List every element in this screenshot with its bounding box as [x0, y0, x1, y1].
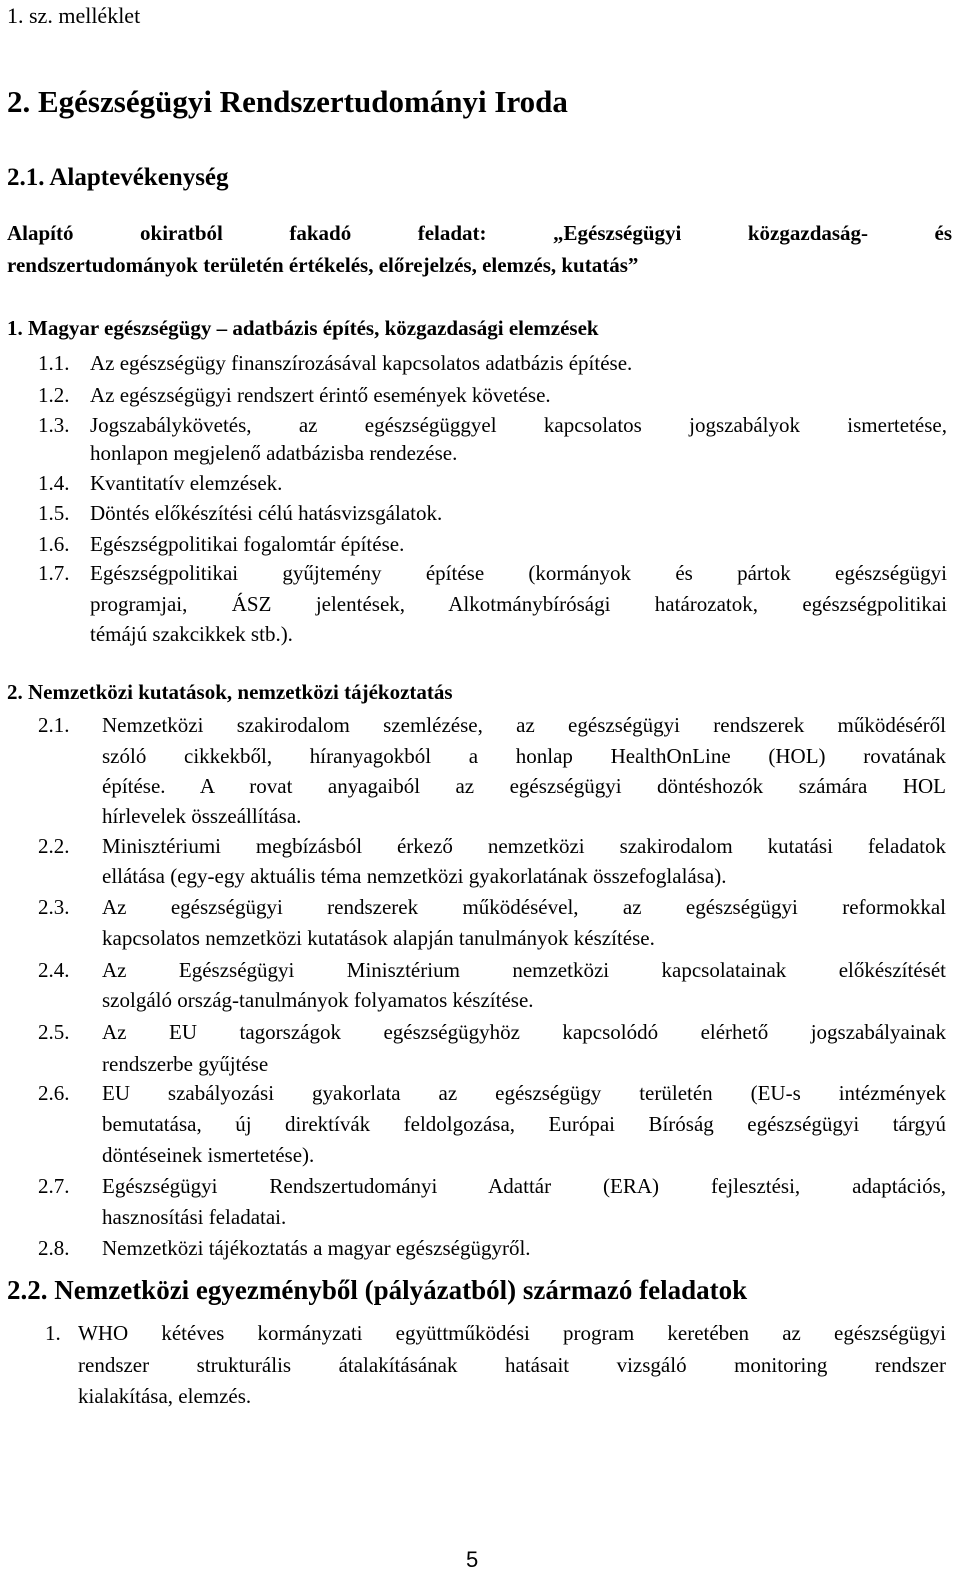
list-item-number: 2.1.: [38, 713, 70, 737]
list-item-line: szóló cikkekből, híranyagokból a honlap HealthOnLine (HOL) rovatának: [102, 744, 946, 768]
list-item-number: 1.1.: [38, 351, 70, 375]
list-item-number: 2.3.: [38, 895, 70, 919]
intro-word: „Egészségügyi: [553, 221, 682, 245]
list-item-line: programjai, ÁSZ jelentések, Alkotmánybírósági határozatok, egészségpolitikai: [90, 592, 947, 616]
list-item-number: 2.6.: [38, 1081, 70, 1105]
intro-word: fakadó: [289, 221, 352, 245]
list-item-line: Nemzetközi szakirodalom szemlézése, az egészségügyi rendszerek működéséről: [102, 713, 946, 737]
intro-word: Alapító: [7, 221, 74, 245]
list-item-number: 1.: [45, 1321, 61, 1345]
list-item-line: kialakítása, elemzés.: [78, 1384, 252, 1408]
annex-label: 1. sz. melléklet: [7, 3, 141, 28]
list-item-number: 1.3.: [38, 413, 70, 437]
page-number: 5: [466, 1547, 479, 1572]
list-item-line: Az egészségügyi rendszert érintő események követése.: [90, 383, 551, 407]
intro-line-1: [7, 223, 952, 244]
section-3-heading: 2.2. Nemzetközi egyezményből (pályázatból) származó feladatok: [7, 1275, 748, 1305]
list-item-number: 1.7.: [38, 561, 70, 585]
section-1-heading: 1. Magyar egészségügy – adatbázis építés, közgazdasági elemzések: [7, 316, 599, 340]
intro-word: és: [934, 221, 953, 245]
list-item-line: hírlevelek összeállítása.: [102, 804, 302, 828]
list-item-number: 2.5.: [38, 1020, 70, 1044]
list-item-line: WHO kétéves kormányzati együttműködési program keretében az egészségügyi: [78, 1321, 946, 1345]
list-item-number: 1.4.: [38, 471, 70, 495]
list-item-line: Nemzetközi tájékoztatás a magyar egészségügyről.: [102, 1236, 531, 1260]
list-item-line: bemutatása, új direktívák feldolgozása, Európai Bíróság egészségügyi tárgyú: [102, 1112, 946, 1136]
list-item-line: rendszerbe gyűjtése: [102, 1052, 269, 1076]
list-item-number: 2.4.: [38, 958, 70, 982]
list-item-line: építése. A rovat anyagaiból az egészségügyi döntéshozók számára HOL: [102, 774, 946, 798]
list-item-line: Egészségügyi Rendszertudományi Adattár (ERA) fejlesztési, adaptációs,: [102, 1174, 946, 1198]
list-item-line: Az EU tagországok egészségügyhöz kapcsolódó elérhető jogszabályainak: [102, 1020, 946, 1044]
list-item-line: szolgáló ország-tanulmányok folyamatos készítése.: [102, 988, 534, 1012]
list-item-line: Minisztériumi megbízásból érkező nemzetközi szakirodalom kutatási feladatok: [102, 834, 946, 858]
list-item-line: Kvantitatív elemzések.: [90, 471, 283, 495]
list-item-number: 1.6.: [38, 532, 70, 556]
intro-word: közgazdaság-: [747, 221, 869, 245]
list-item-number: 1.2.: [38, 383, 70, 407]
list-item-line: döntéseinek ismertetése).: [102, 1143, 315, 1167]
list-item-line: hasznosítási feladatai.: [102, 1205, 287, 1229]
list-item-line: Egészségpolitikai gyűjtemény építése (kormányok és pártok egészségügyi: [90, 561, 947, 585]
list-item-number: 2.7.: [38, 1174, 70, 1198]
page-title: 2. Egészségügyi Rendszertudományi Iroda: [7, 84, 568, 119]
intro-line-2: rendszertudományok területén értékelés, előrejelzés, elemzés, kutatás”: [7, 253, 639, 277]
section-2-heading: 2. Nemzetközi kutatások, nemzetközi tájékoztatás: [7, 680, 453, 704]
list-item-line: EU szabályozási gyakorlata az egészségügy területén (EU-s intézmények: [102, 1081, 946, 1105]
list-item-line: Az egészségügy finanszírozásával kapcsolatos adatbázis építése.: [90, 351, 633, 375]
list-item-line: kapcsolatos nemzetközi kutatások alapján tanulmányok készítése.: [102, 926, 655, 950]
list-item-number: 2.2.: [38, 834, 70, 858]
list-item-line: Az egészségügyi rendszerek működésével, az egészségügyi reformokkal: [102, 895, 946, 919]
list-item-line: rendszer strukturális átalakításának hatásait vizsgáló monitoring rendszer: [78, 1353, 946, 1377]
list-item-line: Az Egészségügyi Minisztérium nemzetközi kapcsolatainak előkészítését: [102, 958, 946, 982]
intro-word: okiratból: [140, 221, 223, 245]
list-item-line: Egészségpolitikai fogalomtár építése.: [90, 532, 405, 556]
list-item-line: Jogszabálykövetés, az egészségüggyel kapcsolatos jogszabályok ismertetése,: [90, 413, 947, 437]
list-item-number: 1.5.: [38, 501, 70, 525]
list-item-line: témájú szakcikkek stb.).: [90, 622, 293, 646]
intro-word: feladat:: [417, 221, 487, 245]
section-subtitle: 2.1. Alaptevékenység: [7, 164, 229, 191]
list-item-line: honlapon megjelenő adatbázisba rendezése.: [90, 441, 458, 465]
list-item-line: ellátása (egy-egy aktuális téma nemzetközi gyakorlatának összefoglalása).: [102, 864, 727, 888]
list-item-number: 2.8.: [38, 1236, 70, 1260]
list-item-line: Döntés előkészítési célú hatásvizsgálatok.: [90, 501, 443, 525]
